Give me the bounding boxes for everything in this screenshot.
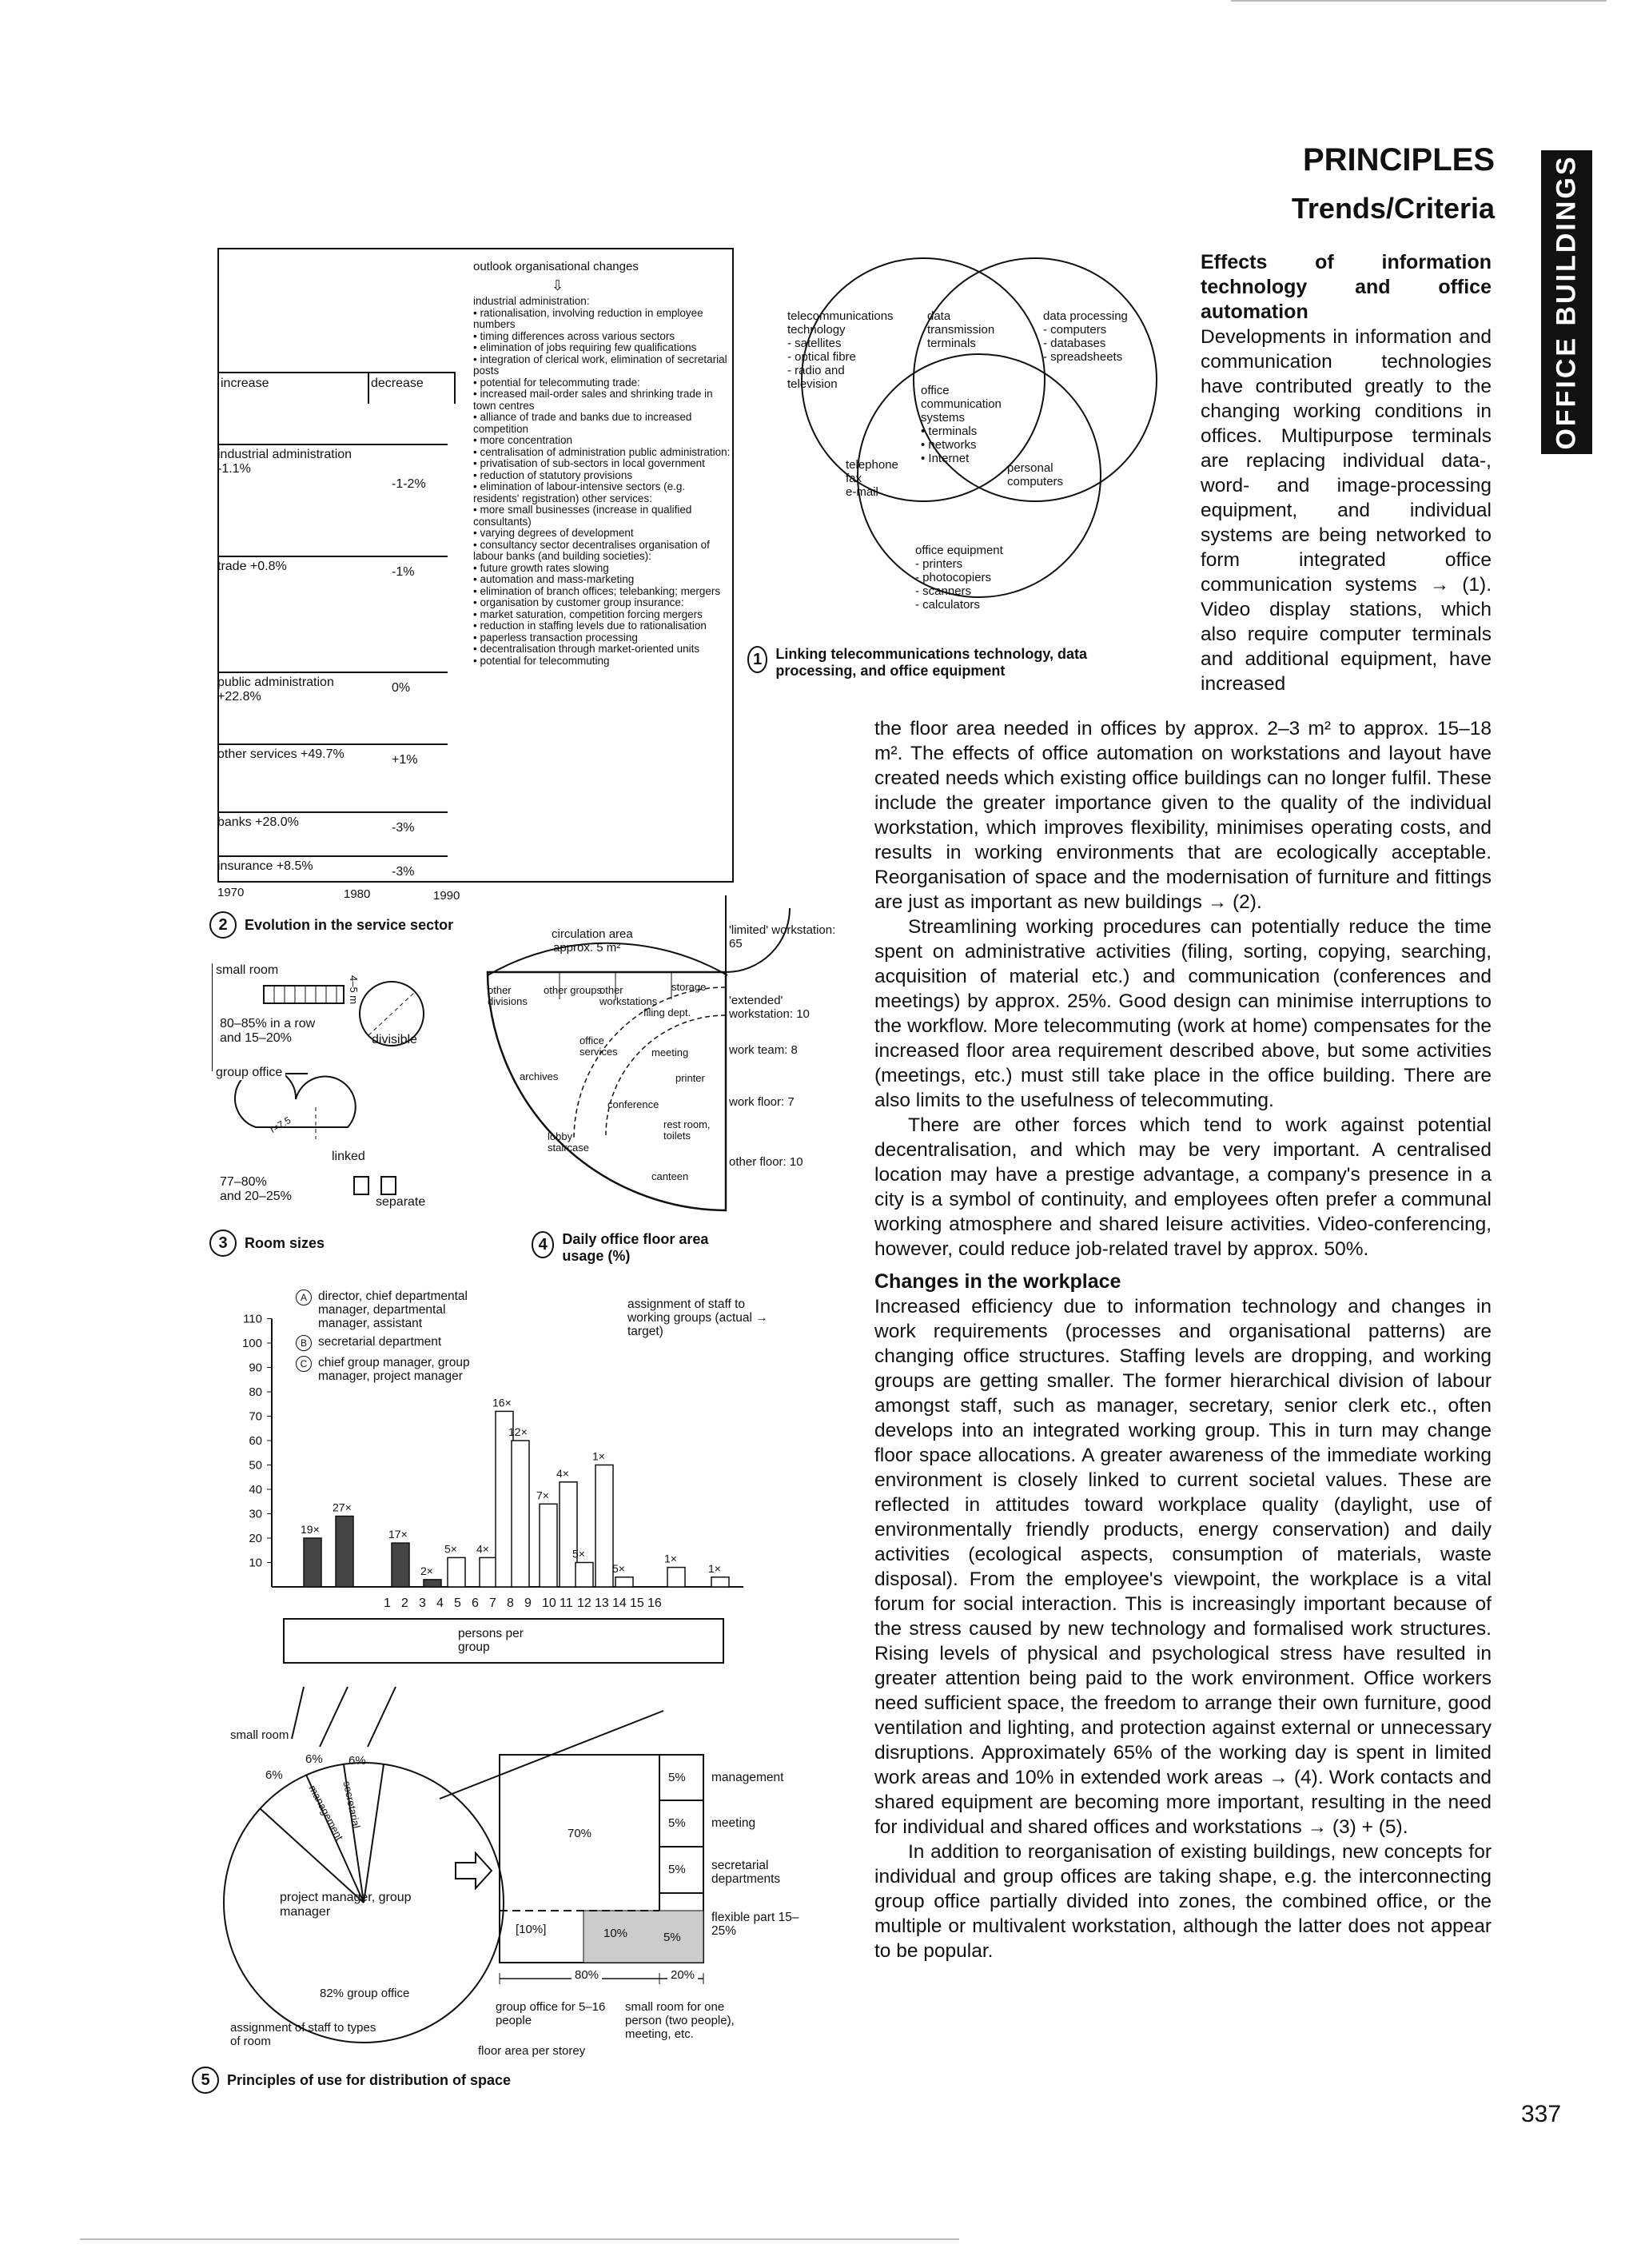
x-tick-label: 5 [454,1596,461,1610]
sector-change: -1-2% [392,477,426,491]
bar-label: 5× [612,1561,625,1575]
zone-label: printer [675,1072,705,1084]
usage-legend-item: other floor: 10 [729,1155,803,1169]
bottom-rule [80,2238,959,2240]
floor-main-pct: 70% [568,1827,592,1840]
staff-bar [336,1517,353,1587]
equipment-line-4: - calculators [915,598,980,612]
floor-pct-2: 5% [668,1816,686,1830]
outlook-item-19: • organisation by customer group insurance: [473,596,684,608]
outlook-item-20: • market saturation, competition forcing mergers [473,608,703,620]
y-tick-label: 30 [249,1507,262,1521]
figure-2-caption-text: Evolution in the service sector [245,916,454,933]
zone-label: other divisions [488,984,528,1007]
outlook-item-1: • rationalisation, involving reduction in employee numbers [473,306,703,330]
figure-3-caption [209,1230,325,1257]
figure-2-number: 2 [209,911,237,939]
floor-flex-3: 5% [663,1931,681,1944]
telecom-line-0: telecommunications [787,309,894,323]
staff-bar [540,1504,557,1587]
page-title: PRINCIPLES [1302,142,1495,177]
venn-telecom [787,309,894,391]
office-comm-line-2: systems [921,411,966,425]
usage-legend-item: 'limited' workstation: 65 [729,923,836,951]
staff-bar [480,1557,497,1587]
circulation-label: circulation area [552,927,633,941]
outlook-item-13: • more small businesses (increase in qualified consultants) [473,504,692,528]
outlook-item-7: • alliance of trade and banks due to increased competition [473,411,692,435]
top-rule [1231,0,1607,2]
pie-group: project manager, group manager [280,1891,412,1919]
x-tick-label: 8 [507,1596,514,1610]
x-tick-label: 7 [489,1596,496,1610]
venn-data-proc [1043,309,1128,364]
sector-row [217,855,448,879]
telephone-line-2: e-mail [846,485,878,499]
bar-label: 5× [572,1547,585,1560]
x-tick-label: 4 [436,1596,444,1610]
outlook-item-5: • potential for telecommuting trade: [473,376,640,389]
figure-5-number: 5 [192,2067,219,2094]
staff-legend-item [296,1356,488,1383]
figure-2-rows [216,408,456,887]
para-1-column: Developments in information and communication technologies have contributed greatly to the changing working conditions in offices. Multipurpose terminals are replacing individual data-, word- and image-processing equipment, and individual systems are being networked to form integrated office communication systems → (1). Video display stations, which also require computer terminals and additional equipment, have increased [1201,326,1492,695]
bar-label: 4× [556,1466,569,1480]
x-tick-label: 10 [542,1596,556,1610]
staff-legend-item [296,1335,488,1351]
telecom-line-4: - radio and [787,364,845,377]
outlook-item-23: • decentralisation through market-oriented units [473,643,700,655]
outlook-item-14: • varying degrees of development [473,527,634,539]
y-tick-label: 100 [241,1337,262,1350]
para-1-wide: the floor area needed in offices by approx. 2–3 m² to approx. 15–18 m². The effects of office automation on workstations and layout have created needs which existing office buildings can no longer fulfil. These include the greater importance given to the quality of the individual workstation, which improves flexibility, minimises operating costs, and results in working environments that are ecologically acceptable. Reorganisation of space and the modernisation of furniture and fittings are just as important as new buildings → (2). [874,718,1492,913]
floor-label: flexible part 15–25% [711,1911,799,1938]
bar-label: 5× [444,1542,457,1556]
sector-change: +1% [392,753,418,767]
divisible-label: divisible [372,1033,417,1046]
bar-label: 27× [333,1501,352,1514]
bar-label: 16× [492,1396,512,1409]
staff-bar [711,1577,729,1587]
sector-label: other services +49.7% [217,747,345,761]
telephone-line-0: telephone [846,458,898,472]
x-tick-label: 3 [419,1596,426,1610]
para-4: Increased efficiency due to information technology and changes in work requirements (processes and organisational patterns) are changing office structures. Staffing levels are dropping, and working groups are getting smaller. The former hierarchical division of labour amongst staff, such as manager, secretary, senior clerk etc., often develops into an integrated working group. This in turn may change floor space allocations. A greater awareness of the immediate working environment is closely linked to current societal values. These are reflected in attitudes toward workplace quality (daylight, use of environmentally friendly products, energy conservation) and daily activities (ecological aspects, consumption of materials, waste disposal). From the employee's viewpoint, the workplace is a vital forum for social interaction. This is increasingly important because of the stress caused by new technology and formalised work structures. Rising levels of physical and psychological stress have resulted in greater attention being paid to the work environment. Office workers need sufficient space, the freedom to arrange their own furniture, good ventilation and lighting, and protection against external or unnecessary disruptions. Approximately 65% of the working day is spent in limited work areas and 10% in extended work areas → (4). Work contacts and shared equipment are becoming more important, resulting in the need for individual and shared offices and workstations → (3) + (5). [874,1296,1492,1838]
persons-per-group: persons per group [458,1627,524,1654]
bar-label: 4× [476,1542,489,1556]
data-proc-line-2: - databases [1043,337,1106,350]
outlook-title: outlook organisational changes [473,260,639,273]
outlook-item-11: • reduction of statutory provisions [473,468,633,481]
x-tick-label: 2 [401,1596,408,1610]
figure-1-venn [767,244,1167,620]
figure-5-space-distribution [216,1679,823,2095]
pct-77: 77–80% [220,1175,267,1189]
bar-label: 1× [664,1552,677,1565]
sector-change: -3% [392,821,415,835]
y-tick-label: 110 [243,1312,262,1326]
x-tick-label: 15 [630,1596,644,1610]
year-1980: 1980 [344,887,371,901]
row-pct: 80–85% in a row [220,1017,316,1030]
outlook-item-24: • potential for telecommuting [473,654,610,667]
increase-header: increase [217,372,369,404]
data-trans-line-2: terminals [927,337,976,350]
usage-legend-item: 'extended' workstation: 10 [729,994,810,1021]
staff-bar [512,1441,529,1587]
venn-pcs [1007,461,1063,488]
outlook-item-3: • elimination of jobs requiring few qualifications [473,341,697,353]
page-subtitle: Trends/Criteria [1291,192,1495,225]
circulation-approx: approx. 5 m² [553,941,621,955]
decrease-header: decrease [368,372,456,404]
figure-5-caption [192,2067,511,2094]
pc-line-0: personal [1007,461,1053,475]
staff-bar [392,1543,409,1587]
staff-bar [576,1563,593,1588]
figure-5-staff-chart [216,1283,791,1683]
sector-label: public administration +22.8% [217,676,334,704]
floor-group-office: group office for 5–16 people [496,2000,606,2027]
figure-1-caption-text: Linking telecommunications technology, data processing, and office equipment [775,646,1088,679]
floor-area-per-storey: floor area per storey [478,2044,586,2058]
separate-label: separate [376,1195,426,1209]
figure-4-floor-usage [480,895,839,1215]
outlook-arrow: ⇩ [552,277,564,293]
data-trans-line-0: data [927,309,951,323]
zone-label: rest room, toilets [663,1118,711,1142]
outlook-item-8: • more concentration [473,434,573,446]
sector-label: industrial administration -1.1% [217,448,352,476]
outlook-item-21: • reduction in staffing levels due to rationalisation [473,620,707,632]
page-number: 337 [1521,2101,1562,2127]
floor-labels [711,1679,823,1999]
radius-label: r=7.5 [268,1114,293,1135]
sector-label: insurance +8.5% [217,859,313,873]
small-room-label: small room [216,963,279,977]
telecom-line-5: television [787,377,838,391]
floor-label: management [711,1771,784,1784]
usage-legend-item: work floor: 7 [729,1095,795,1109]
figure-5-caption-text: Principles of use for distribution of space [227,2071,512,2088]
data-proc-line-0: data processing [1043,309,1128,323]
equipment-line-2: - photocopiers [915,571,992,584]
equipment-line-0: office equipment [915,544,1003,557]
y-tick-label: 50 [249,1458,262,1473]
legend-text: chief group manager, group manager, project manager [318,1356,470,1383]
group-office-label: group office [216,1066,285,1080]
legend-text: director, chief departmental manager, departmental manager, assistant [318,1289,468,1330]
pie-secretarial: secretarial [341,1780,363,1830]
y-tick-label: 10 [249,1556,262,1570]
outlook-item-0: industrial administration: [473,295,590,307]
venn-equipment [915,544,1003,612]
staff-bar [667,1568,685,1587]
staff-bar [304,1538,321,1587]
office-comm-line-0: office [921,384,950,397]
zone-label: other workstations [599,984,658,1007]
figure-3-caption-text: Room sizes [245,1234,325,1251]
figure-4-caption-text: Daily office floor area usage (%) [562,1231,709,1264]
zone-label: lobby staircase [548,1130,590,1154]
floor-width-2: 20% [667,1968,698,1982]
zone-label: meeting [651,1046,689,1058]
figure-1-caption [747,646,1163,680]
bar-label: 19× [301,1523,320,1536]
usage-legend-item: work team: 8 [729,1043,798,1057]
intro-column [1201,250,1492,696]
zone-label: filing dept. [643,1006,691,1018]
office-comm-line-5: • Internet [921,452,970,465]
sector-label: banks +28.0% [217,815,299,829]
office-comm-line-4: • networks [921,438,977,452]
data-proc-line-3: - spreadsheets [1043,350,1123,364]
figure-1-number: 1 [747,646,767,673]
data-trans-line-1: transmission [927,323,995,337]
x-tick-label: 14 [612,1596,627,1610]
pie-pct-2: 6% [305,1752,323,1766]
figure-3-number: 3 [209,1230,237,1257]
figure-4-caption [532,1231,739,1265]
bar-label: 1× [592,1449,605,1463]
para-2: Streamlining working procedures can potentially reduce the time spent on administrative activities (filing, sorting, copying, searching, acquisition of material etc.) and communication (conferences and meetings) by approx. 25%. Good design can minimise interruptions to the workflow. More telecommuting (work at home) compensates for the increased floor area requirement described above, but some activities (meetings, etc.) must still take place in the office building. There are also limits to the usefulness of telecommuting. [874,916,1492,1111]
telecom-line-2: - satellites [787,337,842,350]
x-tick-label: 12 [577,1596,591,1610]
zone-label: conference [607,1098,659,1110]
dimension-label: 4–5 m [348,975,360,1005]
sector-label: trade +0.8% [217,560,287,573]
office-comm-line-1: communication [921,397,1002,411]
staff-legend-item [296,1289,488,1330]
legend-key: B [296,1335,312,1351]
outlook-item-12: • elimination of labour-intensive sectors (e.g. residents' registration) other services: [473,480,686,504]
staff-bar [595,1465,613,1588]
zone-label: other groups [544,984,602,996]
figure-4-number: 4 [532,1231,554,1258]
side-tab-label: OFFICE BUILDINGS [1551,154,1582,450]
x-tick-label: 16 [647,1596,662,1610]
outlook-item-9: • centralisation of administration public administration: [473,445,731,458]
sector-change: -1% [392,565,415,579]
sector-row [217,672,448,704]
para-5: In addition to reorganisation of existing buildings, new concepts for individual and group offices are taking shape, e.g. the interconnecting group office partially divided into zones, the combined office, or the multiple or multivalent workstation, although the latter does not appear to be popular. [874,1841,1492,1962]
sector-change: -3% [392,865,415,879]
heading-effects: Effects of information technology and office automation [1201,251,1492,323]
figure-2-service-sector [216,248,735,903]
pie-group-pct: 82% group office [320,1987,410,2000]
y-tick-label: 20 [249,1532,262,1545]
heading-changes: Changes in the workplace [874,1270,1121,1293]
floor-small-room: small room for one person (two people), meeting, etc. [625,2000,735,2041]
floor-label: meeting [711,1816,756,1830]
y-tick-label: 90 [249,1361,262,1375]
bar-label: 12× [508,1425,528,1438]
x-tick-label: 13 [595,1596,609,1610]
venn-data-trans [927,309,994,350]
and-pct: and 15–20% [220,1031,292,1045]
year-1970: 1970 [217,886,245,899]
x-tick-label: 11 [560,1596,573,1610]
outlook-item-17: • automation and mass-marketing [473,573,635,585]
figure-3-room-sizes [212,959,452,1215]
outlook-list [473,296,731,667]
floor-flex-2: 10% [603,1927,628,1940]
y-tick-label: 80 [249,1385,262,1399]
outlook-item-16: • future growth rates slowing [473,561,609,574]
floor-pct-1: 5% [668,1771,686,1784]
x-tick-label: 1 [384,1596,391,1610]
side-tab [1541,150,1592,454]
zone-label: storage [671,981,707,993]
telecom-line-1: technology [787,323,846,337]
x-tick-label: 6 [472,1596,479,1610]
telephone-line-1: fax [846,472,862,485]
pc-line-1: computers [1007,475,1064,488]
pie-management: management [306,1783,346,1843]
outlook-item-6: • increased mail-order sales and shrinking trade in town centres [473,388,713,412]
zone-label: office services [580,1034,618,1058]
outlook-item-4: • integration of clerical work, elimination of secretarial posts [473,353,727,377]
staff-bar [560,1482,577,1587]
floor-flex-1: [10%] [516,1923,547,1936]
office-comm-line-3: • terminals [921,425,978,438]
equipment-line-1: - printers [915,557,963,571]
venn-telephone [846,458,898,499]
sector-row [217,444,448,491]
outlook-item-22: • paperless transaction processing [473,631,638,644]
legend-key: A [296,1289,312,1305]
telecom-line-3: - optical fibre [787,350,856,364]
venn-office-comm [921,384,1002,465]
linked-label: linked [332,1150,365,1163]
sector-change: 0% [392,681,411,695]
bar-label: 2× [420,1564,433,1577]
sector-row [217,811,448,835]
para-3: There are other forces which tend to work against potential decentralisation, and which may be very important. A centralised location may have a prestige advantage, a company's presence in a city is a symbol of continuity, and employees often prefer a communal working atmosphere and shared leisure activities. Video-conferencing, however, could reduce job-related travel by approx. 50%. [874,1114,1492,1260]
outlook-item-18: • elimination of branch offices; telebanking; mergers [473,584,721,597]
pie-pct-3: 6% [349,1754,366,1768]
floor-width-1: 80% [572,1968,602,1982]
year-1990: 1990 [433,889,460,903]
bar-label: 17× [388,1528,408,1541]
x-tick-label: 9 [524,1596,532,1610]
equipment-line-3: - scanners [915,584,972,598]
legend-key: C [296,1356,312,1372]
staff-legend [296,1289,488,1388]
legend-text: secretarial department [318,1335,442,1349]
pie-assign: assignment of staff to types of room [230,2021,376,2048]
assign-note: assignment of staff to working groups (actual → target) [627,1297,768,1338]
sector-row [217,556,448,579]
floor-zones [480,895,727,1215]
data-proc-line-1: - computers [1043,323,1107,337]
y-tick-label: 60 [249,1434,262,1448]
main-column [874,716,1492,1963]
bar-label: 1× [708,1561,721,1575]
y-tick-label: 40 [249,1483,262,1497]
staff-bar [615,1577,633,1587]
pie-small-room: small room [230,1728,289,1742]
outlook-item-10: • privatisation of sub-sectors in local government [473,457,705,469]
floor-pct-3: 5% [668,1863,686,1876]
outlook-item-2: • timing differences across various sectors [473,329,675,342]
outlook-item-15: • consultancy sector decentralises organisation of labour banks (and building societies): [473,538,710,562]
zone-label: archives [520,1070,559,1082]
figure-2-caption [209,911,453,939]
bar-label: 7× [536,1489,549,1502]
staff-bar [424,1580,441,1587]
y-tick-label: 70 [249,1409,262,1424]
staff-bar [448,1557,465,1587]
zone-label: canteen [651,1170,689,1182]
sector-row [217,743,448,767]
pct-20: and 20–25% [220,1190,292,1203]
pie-pct-1: 6% [265,1768,283,1782]
floor-label: secretarial departments [711,1859,781,1886]
